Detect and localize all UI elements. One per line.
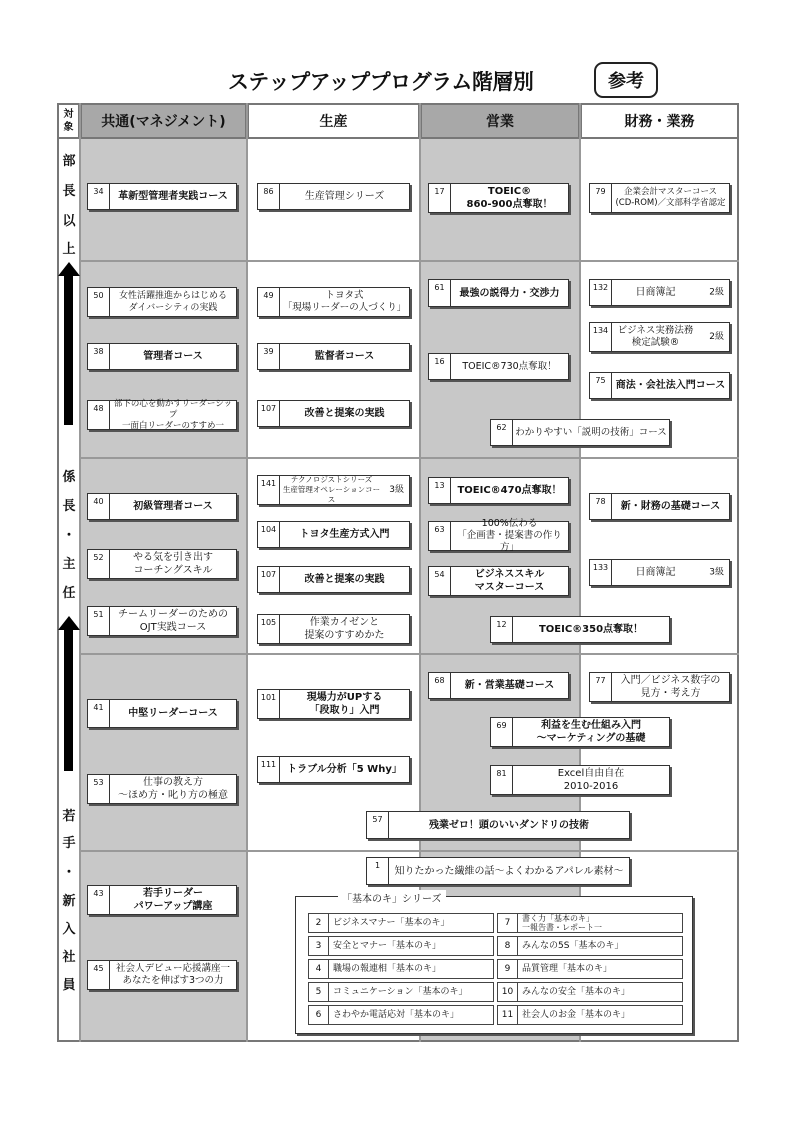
course-title: 社会人デビュー応援講座一 あなたを伸ばす3つの力 [115, 963, 230, 986]
course-title: 生産管理シリーズ [304, 191, 385, 202]
course-title: トラブル分析「5 Why」 [287, 764, 402, 775]
course-101[interactable] [257, 689, 410, 719]
course-title: 日商簿記 [635, 287, 676, 298]
course-16[interactable] [428, 353, 569, 380]
level-label: 主 [62, 557, 76, 572]
grade-level: 2級 [709, 287, 724, 297]
kihon-title: ビジネスマナー「基本のキ」 [333, 917, 450, 928]
course-number: 57 [367, 812, 389, 838]
course-78[interactable] [589, 493, 730, 520]
course-title: 改善と提案の実践 [304, 408, 385, 419]
course-number: 86 [258, 184, 280, 209]
course-title: トヨタ式 「現場リーダーの人づくり」 [282, 290, 407, 313]
course-number: 53 [88, 775, 110, 803]
course-title: 改善と提案の実践 [304, 574, 385, 585]
course-number: 16 [429, 354, 451, 379]
course-number: 68 [429, 673, 451, 698]
course-number: 39 [258, 344, 280, 369]
course-number: 38 [88, 344, 110, 369]
course-number: 49 [258, 288, 280, 316]
grade-level: 3級 [389, 485, 404, 495]
header-production: 生産 [247, 103, 420, 139]
row-divider [80, 457, 739, 459]
course-title: 仕事の教え方 〜ほめ方・叱り方の極意 [118, 777, 228, 801]
course-79[interactable] [589, 183, 730, 213]
course-title: 女性活躍推進からはじめる ダイバーシティの実践 [118, 291, 227, 313]
course-number: 79 [590, 184, 612, 212]
kihon-number: 4 [309, 960, 329, 978]
course-number: 45 [88, 961, 110, 989]
course-34[interactable] [87, 183, 237, 210]
course-number: 52 [88, 550, 110, 578]
row-divider [80, 653, 739, 655]
course-number: 1 [367, 858, 389, 884]
course-title: 最強の説得力・交渉力 [459, 287, 560, 299]
header-sales: 営業 [420, 103, 580, 139]
course-1[interactable] [366, 857, 630, 885]
kihon-number: 3 [309, 937, 329, 955]
level-label: 若 [62, 809, 76, 824]
course-title: 中堅リーダーコース [128, 708, 218, 719]
kihon-item[interactable] [497, 913, 683, 933]
course-12[interactable] [490, 616, 670, 643]
level-label: 新 [62, 894, 76, 909]
course-number: 101 [258, 690, 280, 718]
course-number: 105 [258, 615, 280, 643]
course-title: 新・営業基礎コース [464, 680, 555, 691]
course-title: 現場力がUPする 「段取り」入門 [306, 692, 383, 716]
course-107-mgr[interactable] [257, 400, 410, 427]
course-title: 日商簿記 [635, 567, 676, 578]
course-49[interactable] [257, 287, 410, 317]
course-104[interactable] [257, 521, 410, 548]
kihon-title: さわやか電話応対「基本のキ」 [333, 1009, 460, 1020]
course-title: やる気を引き出す コーチングスキル [133, 552, 213, 576]
kihon-item[interactable] [497, 936, 683, 956]
row-divider [80, 260, 739, 262]
course-number: 134 [590, 323, 612, 351]
course-title: 管理者コース [143, 351, 203, 362]
course-38[interactable] [87, 343, 237, 370]
course-number: 13 [429, 478, 451, 503]
kihon-item[interactable] [308, 913, 494, 933]
course-number: 77 [590, 673, 612, 701]
course-number: 111 [258, 757, 280, 782]
kihon-item[interactable] [497, 982, 683, 1002]
course-number: 141 [258, 476, 280, 504]
kihon-item[interactable] [308, 936, 494, 956]
course-number: 63 [429, 522, 451, 550]
kihon-series-title: 「基本のキ」シリーズ [338, 890, 446, 905]
kihon-title: みんなの安全「基本のキ」 [522, 986, 631, 997]
course-number: 51 [88, 607, 110, 635]
arrow-shaft [64, 629, 73, 771]
course-62[interactable] [490, 419, 670, 446]
course-17[interactable] [428, 183, 569, 213]
level-label: 部 [62, 154, 76, 169]
kihon-title: 安全とマナー「基本のキ」 [333, 940, 442, 951]
course-number: 78 [590, 494, 612, 519]
course-title: ビジネススキル マスターコース [474, 569, 545, 593]
course-50[interactable] [87, 287, 237, 317]
level-label: 以 [62, 214, 76, 229]
course-number: 107 [258, 567, 280, 592]
level-label: 長 [62, 499, 76, 514]
level-label: 入 [62, 922, 76, 937]
grade-level: 2級 [709, 332, 724, 342]
kihon-title: コミュニケーション「基本のキ」 [333, 986, 468, 997]
kihon-item[interactable] [308, 982, 494, 1002]
course-134[interactable] [589, 322, 730, 352]
course-title: チームリーダーのための OJT実践コース [118, 609, 228, 633]
course-63[interactable] [428, 518, 569, 553]
divider [79, 103, 81, 1042]
course-number: 75 [590, 373, 612, 398]
course-51[interactable] [87, 606, 237, 636]
course-40[interactable] [87, 493, 237, 520]
course-title: 作業カイゼンと 提案のすすめかた [304, 617, 385, 641]
course-title: 新・財務の基礎コース [620, 501, 721, 512]
kihon-title: みんなの5S「基本のキ」 [522, 940, 624, 951]
kihon-item[interactable] [497, 959, 683, 979]
course-43[interactable] [87, 885, 237, 915]
course-title: 商法・会社法入門コース [615, 380, 726, 391]
course-number: 43 [88, 886, 110, 914]
divider [246, 103, 248, 1042]
course-75[interactable] [589, 372, 730, 399]
course-48[interactable] [87, 400, 237, 430]
course-45[interactable] [87, 960, 237, 990]
course-133[interactable] [589, 559, 730, 586]
header-common: 共通(マネジメント) [80, 103, 247, 139]
course-title: 入門／ビジネス数字の 見方・考え方 [620, 675, 721, 699]
kihon-title: 品質管理「基本のキ」 [522, 963, 613, 974]
course-title: TOEIC®350点奪取！ [538, 624, 644, 635]
course-number: 12 [491, 617, 513, 642]
course-title: 知りたかった繊維の話〜よくわかるアパレル素材〜 [394, 865, 624, 877]
course-number: 81 [491, 766, 513, 794]
course-number: 107 [258, 401, 280, 426]
level-label: ・ [62, 528, 76, 543]
row-divider [80, 850, 739, 852]
course-141[interactable] [257, 475, 410, 505]
level-label: 上 [62, 242, 76, 257]
course-number: 48 [88, 401, 110, 429]
course-title: TOEIC®470点奪取！ [457, 485, 562, 496]
arrow-up-icon [58, 616, 80, 630]
course-title: Excel自由自在 2010-2016 [557, 768, 625, 792]
course-title: TOEIC® 860-900点奪取！ [466, 186, 553, 210]
kihon-number: 10 [498, 983, 518, 1001]
course-title: わかりやすい「説明の技術」コース [515, 427, 667, 438]
level-label: ・ [62, 865, 76, 880]
course-title: 初級管理者コース [133, 501, 213, 512]
course-81[interactable] [490, 765, 670, 795]
course-title: TOEIC®730点奪取！ [462, 361, 557, 372]
header-finance: 財務・業務 [580, 103, 739, 139]
kihon-number: 11 [498, 1006, 518, 1024]
course-title: ビジネス実務法務 検定試験® [617, 325, 694, 348]
kihon-number: 5 [309, 983, 329, 1001]
level-label: 員 [62, 978, 76, 993]
course-title: 残業ゼロ！頭のいいダンドリの技術 [428, 819, 590, 831]
kihon-item[interactable] [308, 959, 494, 979]
course-title: 100%伝わる 「企画書・提案書の作り方」 [457, 518, 562, 553]
level-label: 長 [62, 184, 76, 199]
course-title: 企業会計マスターコース (CD-ROM)／文部科学省認定 [615, 187, 726, 208]
kihon-item[interactable] [497, 1005, 683, 1025]
course-title: トヨタ生産方式入門 [299, 529, 390, 540]
kihon-title: 社会人のお金「基本のキ」 [522, 1009, 631, 1020]
course-number: 133 [590, 560, 612, 585]
level-label: 手 [62, 836, 76, 851]
course-69[interactable] [490, 717, 670, 747]
course-number: 69 [491, 718, 513, 746]
course-111[interactable] [257, 756, 410, 783]
grade-level: 3級 [709, 567, 724, 577]
course-title: 監督者コース [314, 351, 375, 362]
course-number: 54 [429, 567, 451, 595]
course-13[interactable] [428, 477, 569, 504]
reference-badge: 参考 [594, 62, 658, 98]
kihon-number: 6 [309, 1006, 329, 1024]
course-number: 17 [429, 184, 451, 212]
course-57[interactable] [366, 811, 630, 839]
level-label: 任 [62, 586, 76, 601]
page-title: ステップアッププログラム階層別 [228, 70, 534, 94]
target-header: 対象 [57, 103, 80, 139]
course-title: 革新型管理者実践コース [118, 191, 228, 202]
course-title: 利益を生む仕組み入門 〜マーケティングの基礎 [536, 720, 646, 744]
course-title: テクノロジストシリーズ 生産管理オペレーションコース [282, 475, 381, 504]
kihon-number: 8 [498, 937, 518, 955]
kihon-number: 7 [498, 914, 518, 932]
course-105[interactable] [257, 614, 410, 644]
course-52[interactable] [87, 549, 237, 579]
course-86[interactable] [257, 183, 410, 210]
course-number: 41 [88, 700, 110, 727]
course-39[interactable] [257, 343, 410, 370]
arrow-shaft [64, 275, 73, 425]
course-title: 部下の心を動かすリーダーシップ 一面白リーダーのすすめ一 [113, 398, 233, 431]
kihon-number: 9 [498, 960, 518, 978]
course-77[interactable] [589, 672, 730, 702]
course-number: 50 [88, 288, 110, 316]
kihon-title: 書く力「基本のキ」 一報告書・レポート一 [522, 914, 602, 932]
level-label: 係 [62, 470, 76, 485]
course-number: 61 [429, 280, 451, 306]
course-number: 104 [258, 522, 280, 547]
course-132[interactable] [589, 279, 730, 306]
course-54[interactable] [428, 566, 569, 596]
course-53[interactable] [87, 774, 237, 804]
course-number: 132 [590, 280, 612, 305]
kihon-item[interactable] [308, 1005, 494, 1025]
course-title: 若手リーダー パワーアップ講座 [133, 888, 213, 912]
course-41[interactable] [87, 699, 237, 728]
kihon-number: 2 [309, 914, 329, 932]
course-number: 40 [88, 494, 110, 519]
course-number: 34 [88, 184, 110, 209]
course-68[interactable] [428, 672, 569, 699]
kihon-title: 職場の報連相「基本のキ」 [333, 963, 442, 974]
course-107-chief[interactable] [257, 566, 410, 593]
arrow-up-icon [58, 262, 80, 276]
level-label: 社 [62, 950, 76, 965]
course-61[interactable] [428, 279, 569, 307]
course-number: 62 [491, 420, 513, 445]
